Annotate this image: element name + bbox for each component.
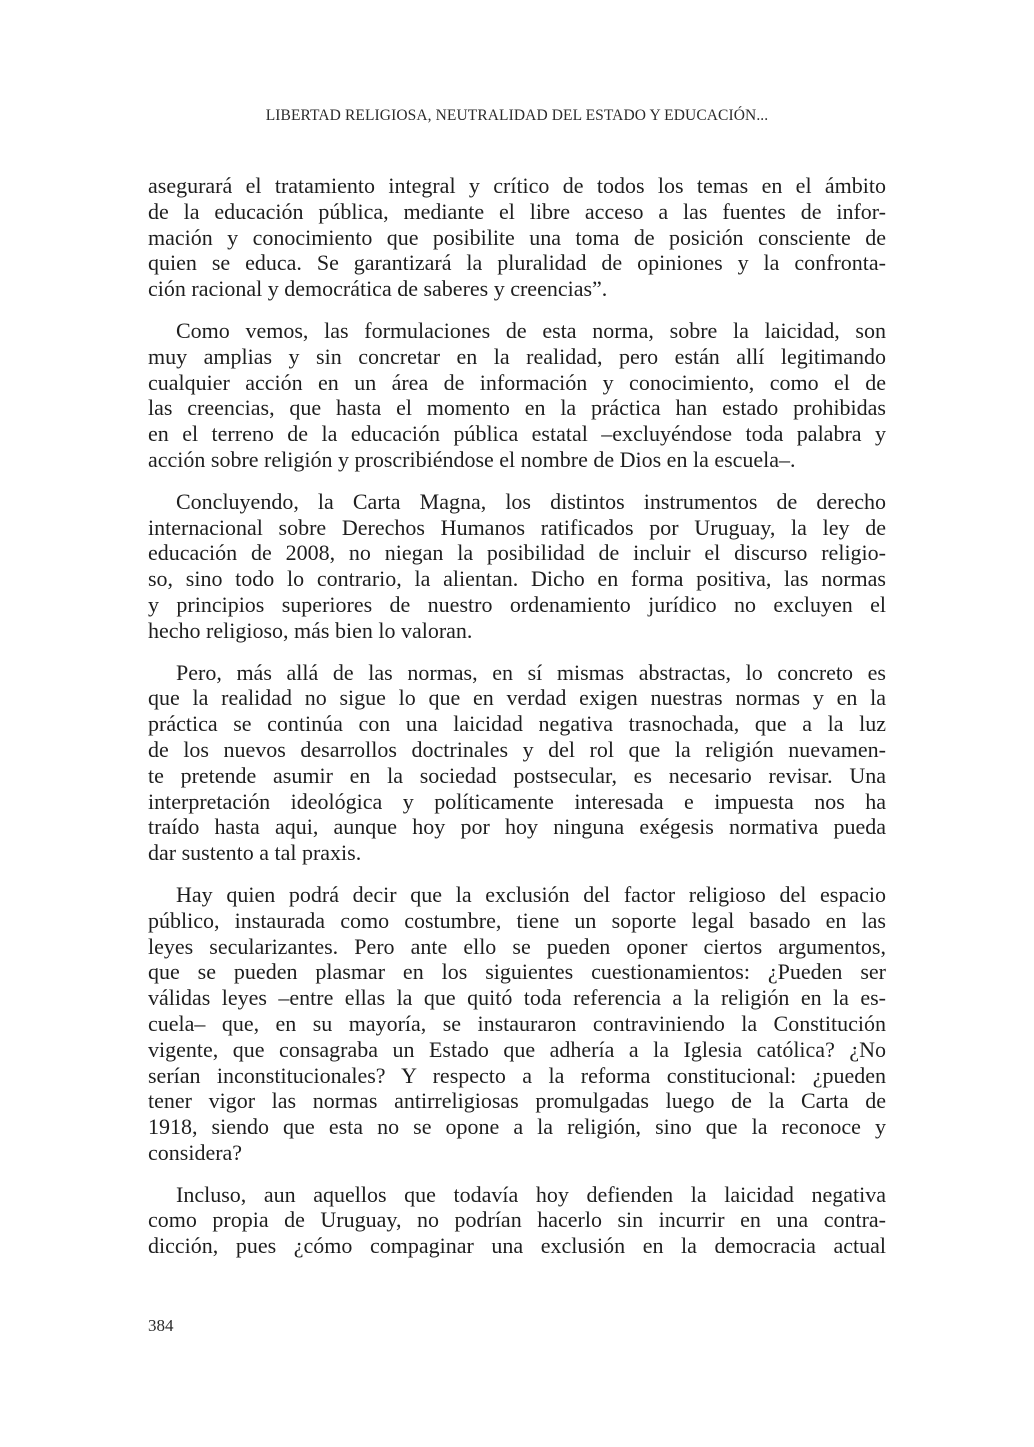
text-line: muy amplias y sin concretar en la realidad, pero están allí legitimando — [148, 343, 886, 369]
text-line: 1918, siendo que esta no se opone a la religión, sino que la reconoce y — [148, 1114, 886, 1140]
running-head: LIBERTAD RELIGIOSA, NEUTRALIDAD DEL ESTADO Y EDUCACIÓN... — [265, 107, 769, 124]
text-line: válidas leyes –entre ellas la que quitó toda referencia a la religión en la es- — [148, 985, 886, 1011]
text-line: Hay quien podrá decir que la exclusión del factor religioso del espacio — [176, 881, 886, 907]
text-line: hecho religioso, más bien lo valoran. — [148, 617, 473, 643]
text-line: tener vigor las normas antirreligiosas promulgadas luego de la Carta de — [148, 1088, 886, 1114]
text-line: quien se educa. Se garantizará la pluralidad de opiniones y la confronta- — [148, 250, 886, 276]
text-line: educación de 2008, no niegan la posibilidad de incluir el discurso religio- — [148, 540, 886, 566]
paragraph — [148, 489, 886, 644]
paragraph — [148, 882, 886, 1166]
paragraph — [148, 660, 886, 866]
text-line: que se pueden plasmar en los siguientes cuestionamientos: ¿Pueden ser — [148, 959, 886, 985]
text-line: mación y conocimiento que posibilite una toma de posición consciente de — [148, 224, 886, 250]
text-line: de los nuevos desarrollos doctrinales y del rol que la religión nuevamen- — [148, 736, 886, 762]
text-line: ción racional y democrática de saberes y creencias”. — [148, 276, 608, 302]
text-line: serían inconstitucionales? Y respecto a la reforma constitucional: ¿pueden — [148, 1062, 886, 1088]
text-line: internacional sobre Derechos Humanos ratificados por Uruguay, la ley de — [148, 514, 886, 540]
text-line: asegurará el tratamiento integral y crítico de todos los temas en el ámbito — [148, 173, 886, 198]
text-line: leyes secularizantes. Pero ante ello se pueden oponer ciertos argumentos, — [148, 933, 886, 959]
text-line: Incluso, aun aquellos que todavía hoy defienden la laicidad negativa — [176, 1181, 886, 1207]
page-number: 384 — [148, 1316, 174, 1335]
text-line: cuela– que, en su mayoría, se instauraron contraviniendo la Constitución — [148, 1010, 886, 1036]
text-line: y principios superiores de nuestro ordenamiento jurídico no excluyen el — [148, 591, 886, 617]
paragraph — [148, 1182, 886, 1259]
text-line: práctica se continúa con una laicidad negativa trasnochada, que a la luz — [148, 711, 886, 737]
paragraph — [148, 318, 886, 473]
text-line: Concluyendo, la Carta Magna, los distintos instrumentos de derecho — [176, 488, 886, 514]
text-line: so, sino todo lo contrario, la alientan. Dicho en forma positiva, las normas — [148, 566, 886, 592]
text-line: vigente, que consagraba un Estado que adhería a la Iglesia católica? ¿No — [148, 1036, 886, 1062]
text-line: de la educación pública, mediante el libre acceso a las fuentes de infor- — [148, 198, 886, 224]
text-line: como propia de Uruguay, no podrían hacerlo sin incurrir en una contra- — [148, 1207, 886, 1233]
body-text — [148, 173, 886, 1275]
paragraph — [148, 173, 886, 302]
text-line: que la realidad no sigue lo que en verdad exigen nuestras normas y en la — [148, 685, 886, 711]
text-line: Como vemos, las formulaciones de esta norma, sobre la laicidad, son — [176, 317, 886, 343]
text-line: dicción, pues ¿cómo compaginar una exclusión en la democracia actual — [148, 1233, 886, 1259]
text-line: público, instaurada como costumbre, tiene un soporte legal basado en las — [148, 907, 886, 933]
text-line: cualquier acción en un área de información y conocimiento, como el de — [148, 369, 886, 395]
text-line: dar sustento a tal praxis. — [148, 840, 362, 866]
text-line: interpretación ideológica y políticamente interesada e impuesta nos ha — [148, 788, 886, 814]
text-line: Pero, más allá de las normas, en sí mismas abstractas, lo concreto es — [176, 659, 886, 685]
text-line: considera? — [148, 1139, 243, 1165]
text-line: acción sobre religión y proscribiéndose el nombre de Dios en la escuela–. — [148, 446, 796, 472]
text-line: te pretende asumir en la sociedad postsecular, es necesario revisar. Una — [148, 762, 886, 788]
text-line: traído hasta aqui, aunque hoy por hoy ninguna exégesis normativa pueda — [148, 814, 886, 840]
text-line: las creencias, que hasta el momento en la práctica han estado prohibidas — [148, 395, 886, 421]
text-line: en el terreno de la educación pública estatal –excluyéndose toda palabra y — [148, 421, 886, 447]
